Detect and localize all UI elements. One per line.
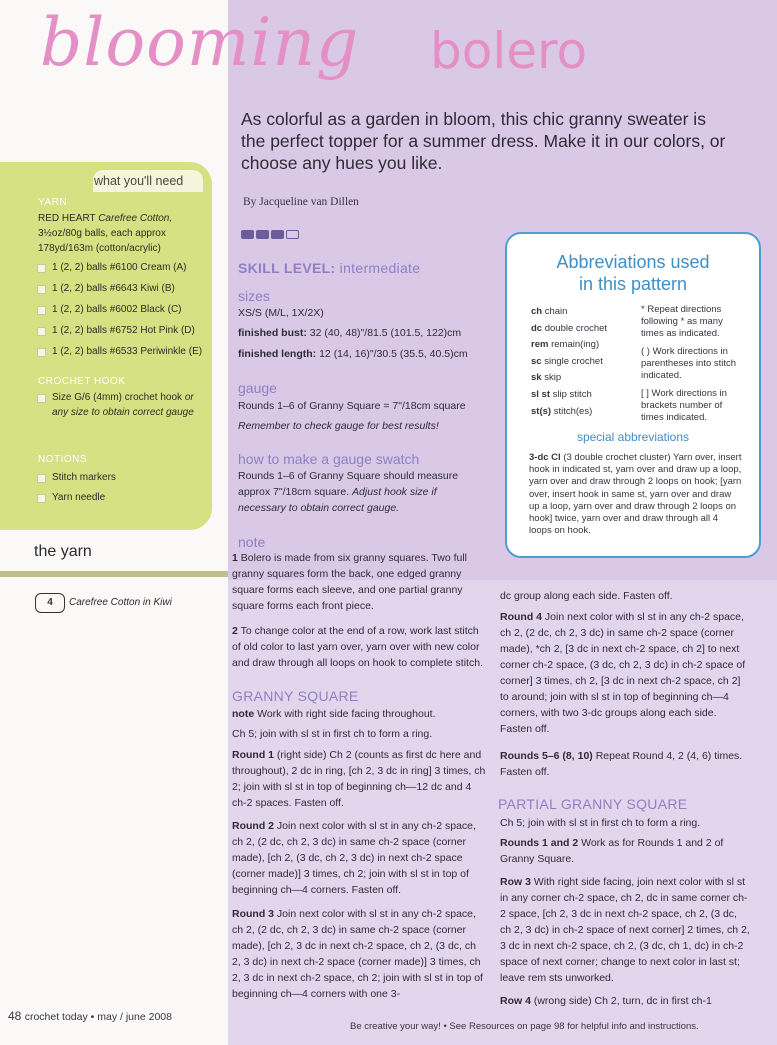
abbr-item: rem remain(ing) [531,339,600,351]
notion-item: Yarn needle [52,492,106,503]
granny-heading: GRANNY SQUARE [232,688,359,704]
notion-item: Stitch markers [52,472,116,483]
footer-left: 48 crochet today • may / june 2008 [8,1009,172,1023]
note-heading: note [238,534,266,550]
granny-round4: Round 4 Join next color with sl st in any ch-2 space, ch 2, (2 dc, ch 2, 3 dc) in same ch-2 space (corner made), *ch 2, [3 dc in next ch-2 space, ch 2] to next corner ch-2 space, (3 dc, ch 2, 3 dc) in ch-2 space of corner] 3 times, ch 2, [3 dc in next ch-2 space, ch 2] to around; join with sl st in top of beginning ch—4 corners, with two 3-dc groups along each side. Fasten off. [500,611,746,735]
granny-round3-cont: dc group along each side. Fasten off. [500,590,673,602]
partial-row3: Row 3 With right side facing, join next color with sl st in any corner ch-2 space, ch 2, dc in same corner ch-2 space, [ch 2, 3 dc in next ch-2 space, ch 2, (3 dc, ch 2, 3 dc) in ch-2 space of next corner] 2 times, ch 2, 3 dc in next ch-2 space, ch 2, (3 dc, ch 1, dc) in ch-2 space of next corner; change to next color in last st; leave rem sts unworked. [500,876,750,984]
hook-heading: CROCHET HOOK [38,376,126,387]
abbr-note: ( ) Work directions in parentheses into stitch indicated. [641,346,737,381]
granny-round3: Round 3 Join next color with sl st in any ch-2 space, ch 2, (2 dc, ch 2, 3 dc) in same ch-2 space (corner made), [ch 2, 3 dc in next ch-2 space, ch 2, (3 dc, ch 2, 3 dc) in next ch-2 space (corner made)] 3 times, ch 2, 3 dc in next ch-2 space, ch 2; join with sl st in top of beginning ch—4 corners with one 3- [232,908,483,1000]
byline: By Jacqueline van Dillen [243,196,359,208]
title-script: blooming [40,4,360,81]
abbr-item: dc double crochet [531,322,608,334]
skill-box-3 [271,230,284,239]
granny-ch5: Ch 5; join with sl st in first ch to form a ring. [232,728,433,740]
note-p1: 1 Bolero is made from six granny squares. Two full granny squares form the back, one edged granny square forms each sleeve, and one partial granny square forms each front piece. [232,552,468,612]
partial-rounds1-2: Rounds 1 and 2 Work as for Rounds 1 and 2 of Granny Square. [500,837,724,865]
bullet [37,306,46,315]
granny-rounds5-6: Rounds 5–6 (8, 10) Repeat Round 4, 2 (4, 6) times. Fasten off. [500,750,743,778]
notions-heading: NOTIONS [38,454,88,465]
footer-right: Be creative your way! • See Resources on page 98 for helpful info and instructions. [350,1021,699,1032]
yarn-desc: 3½oz/80g balls, each approx 178yd/163m (cotton/acrylic) [38,228,166,254]
abbr-item: sc single crochet [531,355,603,367]
abbr-note: * Repeat directions following * as many times as indicated. [641,304,723,339]
finished-bust: finished bust: 32 (40, 48)"/81.5 (101.5, 122)cm [238,327,462,339]
sizes-heading: sizes [238,288,270,304]
yarn-item: 1 (2, 2) balls #6643 Kiwi (B) [52,283,175,294]
skill-box-2 [256,230,269,239]
skill-box-1 [241,230,254,239]
bullet [37,348,46,357]
abbreviations-title-1: Abbreviations used [556,252,710,272]
abbreviations-notes [641,304,747,424]
abbreviations-title-2: in this pattern [578,274,688,294]
yarn-brand: RED HEART Carefree Cotton, [38,213,173,224]
granny-note: note Work with right side facing throughout. [232,708,436,720]
bullet [37,285,46,294]
sizes-list: XS/S (M/L, 1X/2X) [238,307,324,319]
yarn-heading: YARN [38,197,68,208]
hook-text: Size G/6 (4mm) crochet hook or any size to obtain correct gauge [52,392,194,418]
special-abbreviations-heading: special abbreviations [576,430,690,444]
intro-text: As colorful as a garden in bloom, this chic granny sweater is the perfect topper for a summer dress. Make it in our colors, or choose any hues you like. [241,109,726,173]
skill-level-indicator [241,230,299,239]
granny-round2: Round 2 Join next color with sl st in any ch-2 space, ch 2, (2 dc, ch 2, 3 dc) in same ch-2 space (corner made), [ch 2, (3 dc, ch 2, 3 dc) in next ch-2 space (corner made)] 3 times, ch 2; join with sl st in top of beginning ch—4 corners. Fasten off. [232,820,476,896]
swatch-text: Rounds 1–6 of Granny Square should measure approx 7"/18cm square. Adjust hook size if necessary to obtain correct gauge. [238,470,459,514]
bullet [37,394,46,403]
abbreviations-box [505,232,761,558]
yarn-item: 1 (2, 2) balls #6752 Hot Pink (D) [52,325,195,336]
abbr-item: sk skip [531,372,562,384]
abbr-item: sl st slip stitch [531,388,592,400]
bullet [37,264,46,273]
yarn-weight-icon: 4 [35,593,65,613]
gauge-heading: gauge [238,380,277,396]
yarn-item: 1 (2, 2) balls #6100 Cream (A) [52,262,187,273]
abbr-item: ch chain [531,306,568,317]
abbreviations-list [531,304,643,420]
skill-box-4 [286,230,299,239]
yarn-item: 1 (2, 2) balls #6533 Periwinkle (E) [52,346,203,357]
gauge-note: Remember to check gauge for best results! [238,420,439,432]
bullet [37,494,46,503]
partial-heading: PARTIAL GRANNY SQUARE [498,796,688,812]
swatch-heading: how to make a gauge swatch [238,451,420,467]
title-word: bolero [430,22,588,80]
note-p2: 2 To change color at the end of a row, work last stitch of old color to last yarn over, yarn over with new color and draw through all loops on hook to complete stitch. [232,625,483,669]
partial-ch5: Ch 5; join with sl st in first ch to form a ring. [500,817,701,829]
bullet [37,474,46,483]
abbr-note: [ ] Work directions in brackets number of times indicated. [641,388,727,423]
bullet [37,327,46,336]
the-yarn-label: the yarn [34,543,92,560]
abbr-item: st(s) stitch(es) [531,405,593,417]
the-yarn-rule [0,571,228,577]
finished-length: finished length: 12 (14, 16)"/30.5 (35.5, 40.5)cm [238,348,468,360]
skill-level-heading: SKILL LEVEL: intermediate [238,260,421,276]
yarn-item: 1 (2, 2) balls #6002 Black (C) [52,304,182,315]
gauge-text: Rounds 1–6 of Granny Square = 7"/18cm square [238,400,466,412]
granny-round1: Round 1 (right side) Ch 2 (counts as first dc here and throughout), 2 dc in ring, [ch 2, 3 dc in ring] 3 times, ch 2; join with sl st in top of beginning ch—12 dc and 4 ch-2 spaces. Fasten off. [232,749,486,809]
special-abbreviation: 3-dc Cl (3 double crochet cluster) Yarn over, insert hook in indicated st, yarn over and draw up a loop, yarn over and draw through 2 loops on hook; [yarn over, insert hook in same st, yarn over and draw up a loop, yarn over and draw through 2 loops on hook] twice, yarn over and draw through all 4 loops on hook. [529,452,742,537]
materials-heading: what you'll need [94,174,184,188]
the-yarn-caption: Carefree Cotton in Kiwi [69,597,172,608]
partial-row4: Row 4 (wrong side) Ch 2, turn, dc in first ch-1 [500,995,712,1007]
